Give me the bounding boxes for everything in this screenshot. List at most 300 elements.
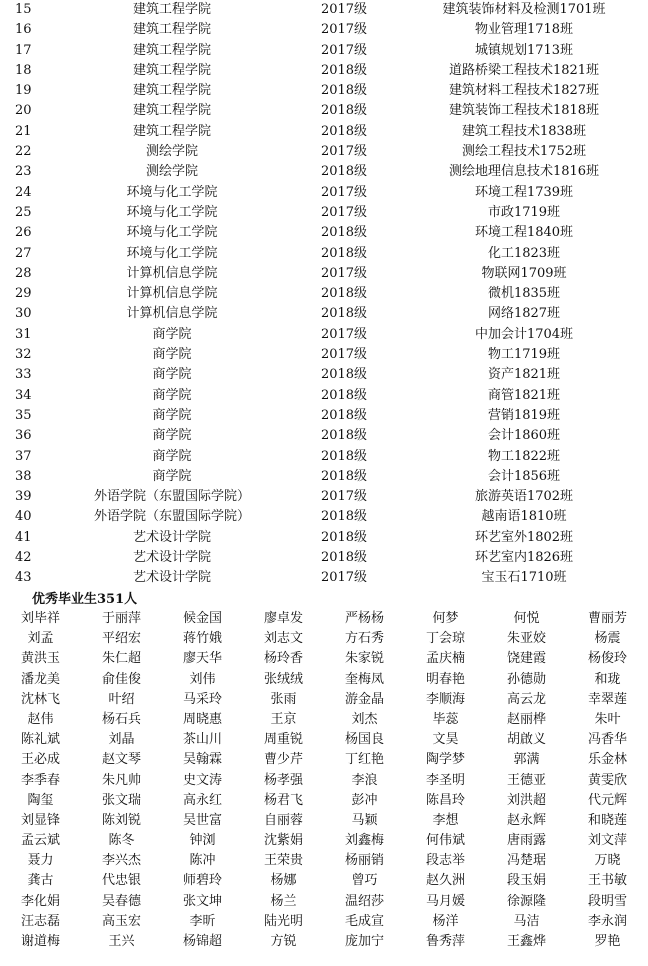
grade-year: 2017级 — [320, 326, 368, 342]
graduate-name: 孙德勋 — [506, 671, 546, 687]
graduate-name: 沈紫娟 — [263, 833, 303, 849]
graduate-name: 陈昌玲 — [425, 792, 465, 808]
row-number: 23 — [15, 164, 32, 180]
table-row — [0, 447, 648, 467]
class-name: 建筑工程技术1838班 — [461, 123, 587, 139]
graduate-name: 谢道梅 — [20, 934, 60, 949]
graduate-name: 钟浏 — [189, 833, 216, 849]
grade-year: 2017级 — [320, 204, 368, 220]
graduate-name: 吴世富 — [182, 812, 222, 828]
college-name: 环境与化工学院 — [126, 225, 218, 241]
class-name: 道路桥梁工程技术1821班 — [448, 62, 600, 78]
grade-year: 2018级 — [320, 286, 368, 302]
graduate-name: 和晓莲 — [587, 812, 627, 828]
table-row — [0, 142, 648, 162]
table-row — [0, 365, 648, 385]
graduate-name: 马月媛 — [425, 893, 465, 909]
graduate-name: 廖天华 — [182, 651, 222, 667]
class-name: 物业管理1718班 — [474, 22, 574, 38]
row-number: 40 — [15, 509, 32, 525]
graduate-name: 万晓 — [594, 853, 621, 869]
graduate-name: 朱仁超 — [101, 651, 141, 667]
row-number: 27 — [15, 245, 32, 261]
graduate-name: 李顺海 — [425, 691, 465, 707]
graduate-name: 赵永辉 — [506, 812, 546, 828]
graduate-name: 刘鑫梅 — [344, 833, 384, 849]
grade-year: 2017级 — [320, 265, 368, 281]
graduate-name: 蒋竹娥 — [182, 631, 222, 647]
graduate-name: 杨孝强 — [263, 772, 303, 788]
name-row — [0, 629, 648, 649]
row-number: 20 — [15, 103, 32, 119]
graduate-name: 赵丽桦 — [506, 711, 546, 727]
grade-year: 2017级 — [320, 570, 368, 586]
graduate-name: 黄雯欣 — [587, 772, 627, 788]
class-name: 环艺室外1802班 — [474, 529, 574, 545]
college-name: 商学院 — [152, 428, 192, 444]
table-row — [0, 507, 648, 527]
class-name: 物工1822班 — [487, 448, 561, 464]
graduate-name: 陶玺 — [27, 792, 54, 808]
graduate-name: 马颖 — [351, 812, 378, 828]
graduate-name: 刘杰 — [351, 711, 378, 727]
graduate-name: 于丽萍 — [101, 611, 141, 626]
class-name: 宝玉石1710班 — [481, 570, 567, 586]
graduate-name: 毛成宣 — [344, 913, 384, 929]
graduate-name: 朱凡帅 — [101, 772, 141, 788]
graduate-name: 朱家锐 — [344, 651, 384, 667]
graduate-name: 罗艳 — [594, 934, 621, 949]
table-row — [0, 61, 648, 81]
class-name: 微机1835班 — [487, 286, 561, 302]
graduate-name: 毕蕊 — [432, 711, 459, 727]
graduate-name: 曹丽芳 — [587, 611, 627, 626]
row-number: 19 — [15, 83, 32, 99]
table-row — [0, 487, 648, 507]
college-name: 商学院 — [152, 448, 192, 464]
graduate-name: 刘洪超 — [506, 792, 546, 808]
name-row — [0, 791, 648, 811]
table-row — [0, 284, 648, 304]
graduate-name: 庞加宁 — [344, 934, 384, 949]
class-name: 测绘地理信息技术1816班 — [448, 164, 600, 180]
graduate-name: 杨锦超 — [182, 934, 222, 949]
graduate-name: 方锐 — [270, 934, 297, 949]
graduate-name: 文昊 — [432, 732, 459, 748]
graduate-name: 刘晶 — [108, 732, 135, 748]
table-row — [0, 41, 648, 61]
graduate-name: 丁会琼 — [425, 631, 465, 647]
row-number: 32 — [15, 347, 32, 363]
graduate-name: 陶学梦 — [425, 752, 465, 768]
graduate-name: 孟庆楠 — [425, 651, 465, 667]
graduates-heading: 优秀毕业生351人 — [32, 592, 138, 607]
class-name: 商管1821班 — [487, 387, 561, 403]
graduate-name: 何伟斌 — [425, 833, 465, 849]
graduate-name: 陆光明 — [263, 913, 303, 929]
row-number: 28 — [15, 265, 32, 281]
graduate-name: 王德亚 — [506, 772, 546, 788]
graduate-name: 段明雪 — [587, 893, 627, 909]
college-name: 艺术设计学院 — [132, 550, 211, 566]
class-name: 市政1719班 — [487, 204, 561, 220]
name-row — [0, 670, 648, 690]
college-name: 建筑工程学院 — [132, 83, 211, 99]
class-name: 城镇规划1713班 — [474, 42, 574, 58]
class-name: 建筑装饰材料及检测1701班 — [442, 2, 606, 17]
graduate-name: 冯香华 — [587, 732, 627, 748]
college-name: 环境与化工学院 — [126, 184, 218, 200]
row-number: 41 — [15, 529, 32, 545]
table-row — [0, 223, 648, 243]
table-row — [0, 528, 648, 548]
graduate-name: 刘毕祥 — [20, 611, 60, 626]
graduate-name: 马采玲 — [182, 691, 222, 707]
graduate-name: 陈冲 — [189, 853, 216, 869]
graduate-name: 严杨杨 — [344, 611, 384, 626]
graduate-name: 赵文琴 — [101, 752, 141, 768]
graduate-name: 胡啟义 — [506, 732, 546, 748]
graduate-name: 刘显锋 — [20, 812, 60, 828]
graduate-name: 明春艳 — [425, 671, 465, 687]
row-number: 35 — [15, 407, 32, 423]
name-row — [0, 771, 648, 791]
table-row — [0, 386, 648, 406]
graduate-name: 段志举 — [425, 853, 465, 869]
college-name: 商学院 — [152, 326, 192, 342]
grade-year: 2018级 — [320, 62, 368, 78]
graduate-name: 段玉娟 — [506, 873, 546, 889]
table-row — [0, 325, 648, 345]
college-name: 商学院 — [152, 387, 192, 403]
row-number: 33 — [15, 367, 32, 383]
table-row — [0, 426, 648, 446]
table-row — [0, 122, 648, 142]
college-name: 建筑工程学院 — [132, 103, 211, 119]
graduate-name: 丁红艳 — [344, 752, 384, 768]
grade-year: 2018级 — [320, 529, 368, 545]
name-row — [0, 730, 648, 750]
class-name: 化工1823班 — [487, 245, 561, 261]
graduate-name: 王鑫烨 — [506, 934, 546, 949]
table-row — [0, 203, 648, 223]
graduates-name-grid — [0, 609, 648, 952]
graduate-name: 高玉宏 — [101, 913, 141, 929]
graduate-name: 幸翠莲 — [587, 691, 627, 707]
graduate-name: 周晓惠 — [182, 711, 222, 727]
grade-year: 2018级 — [320, 428, 368, 444]
grade-year: 2018级 — [320, 387, 368, 403]
class-name: 网络1827班 — [487, 306, 561, 322]
class-name: 会计1856班 — [487, 468, 561, 484]
graduate-name: 龚古 — [27, 873, 54, 889]
graduate-name: 陈刘锐 — [101, 812, 141, 828]
graduate-name: 饶建霞 — [506, 651, 546, 667]
graduate-name: 李圣明 — [425, 772, 465, 788]
graduate-name: 潘龙美 — [20, 671, 60, 687]
graduate-name: 奎梅凤 — [344, 671, 384, 687]
class-name: 物联网1709班 — [481, 265, 567, 281]
college-name: 建筑工程学院 — [132, 62, 211, 78]
grade-year: 2017级 — [320, 2, 368, 17]
college-name: 计算机信息学院 — [126, 286, 218, 302]
college-name: 商学院 — [152, 367, 192, 383]
table-row — [0, 467, 648, 487]
row-number: 21 — [15, 123, 32, 139]
graduate-name: 赵伟 — [27, 711, 54, 727]
class-name: 越南语1810班 — [481, 509, 567, 525]
graduate-name: 平绍宏 — [101, 631, 141, 647]
college-name: 环境与化工学院 — [126, 204, 218, 220]
class-name: 环境工程1840班 — [474, 225, 574, 241]
graduate-name: 吴春德 — [101, 893, 141, 909]
name-row — [0, 912, 648, 932]
graduate-name: 彭冲 — [351, 792, 378, 808]
name-row — [0, 932, 648, 952]
graduate-name: 杨石兵 — [101, 711, 141, 727]
table-row — [0, 264, 648, 284]
graduate-name: 李化娟 — [20, 893, 60, 909]
graduate-name: 刘文萍 — [587, 833, 627, 849]
grade-year: 2018级 — [320, 367, 368, 383]
graduate-name: 聂力 — [27, 853, 54, 869]
graduate-name: 王京 — [270, 711, 297, 727]
class-name: 中加会计1704班 — [474, 326, 574, 342]
grade-year: 2018级 — [320, 225, 368, 241]
table-row — [0, 162, 648, 182]
grade-year: 2017级 — [320, 144, 368, 160]
table-row — [0, 0, 648, 20]
graduate-name: 候金国 — [182, 611, 222, 626]
graduate-name: 郭满 — [513, 752, 540, 768]
graduate-name: 李兴杰 — [101, 853, 141, 869]
graduate-name: 汪志磊 — [20, 913, 60, 929]
graduate-name: 王必成 — [20, 752, 60, 768]
graduate-name: 游金晶 — [344, 691, 384, 707]
table-row — [0, 568, 648, 588]
row-number: 42 — [15, 550, 32, 566]
graduate-name: 温绍莎 — [344, 893, 384, 909]
name-row — [0, 811, 648, 831]
graduate-name: 黄洪玉 — [20, 651, 60, 667]
table-row — [0, 183, 648, 203]
graduate-name: 李想 — [432, 812, 459, 828]
graduate-name: 王荣贵 — [263, 853, 303, 869]
graduate-name: 鲁秀萍 — [425, 934, 465, 949]
row-number: 22 — [15, 144, 32, 160]
table-row — [0, 548, 648, 568]
class-name: 测绘工程技术1752班 — [461, 144, 587, 160]
graduate-name: 李永润 — [587, 913, 627, 929]
graduate-name: 曾巧 — [351, 873, 378, 889]
graduate-name: 杨君飞 — [263, 792, 303, 808]
graduate-name: 王兴 — [108, 934, 135, 949]
graduate-name: 朱叶 — [594, 711, 621, 727]
graduate-name: 方石秀 — [344, 631, 384, 647]
graduate-name: 赵久洲 — [425, 873, 465, 889]
graduate-name: 高云龙 — [506, 691, 546, 707]
row-number: 29 — [15, 286, 32, 302]
name-row — [0, 892, 648, 912]
graduate-name: 杨国良 — [344, 732, 384, 748]
row-number: 37 — [15, 448, 32, 464]
college-name: 商学院 — [152, 347, 192, 363]
grade-year: 2018级 — [320, 123, 368, 139]
graduate-name: 杨洋 — [432, 913, 459, 929]
grade-year: 2018级 — [320, 448, 368, 464]
graduate-name: 李昕 — [189, 913, 216, 929]
name-row — [0, 851, 648, 871]
college-name: 计算机信息学院 — [126, 265, 218, 281]
college-name: 建筑工程学院 — [132, 2, 211, 17]
class-name: 建筑装饰工程技术1818班 — [448, 103, 600, 119]
table-row — [0, 101, 648, 121]
name-row — [0, 831, 648, 851]
row-number: 34 — [15, 387, 32, 403]
graduate-name: 刘孟 — [27, 631, 54, 647]
row-number: 36 — [15, 428, 32, 444]
graduate-name: 唐雨露 — [506, 833, 546, 849]
name-row — [0, 690, 648, 710]
table-row — [0, 406, 648, 426]
college-name: 商学院 — [152, 407, 192, 423]
college-name: 艺术设计学院 — [132, 570, 211, 586]
graduate-name: 廖卓发 — [263, 611, 303, 626]
graduate-name: 李季春 — [20, 772, 60, 788]
table-row — [0, 304, 648, 324]
row-number: 17 — [15, 42, 32, 58]
grade-year: 2018级 — [320, 509, 368, 525]
college-name: 环境与化工学院 — [126, 245, 218, 261]
graduate-name: 曹少芹 — [263, 752, 303, 768]
class-name: 物工1719班 — [487, 347, 561, 363]
grade-year: 2017级 — [320, 22, 368, 38]
college-name: 测绘学院 — [145, 144, 198, 160]
name-row — [0, 609, 648, 629]
grade-year: 2017级 — [320, 42, 368, 58]
graduate-name: 乐金林 — [587, 752, 627, 768]
row-number: 39 — [15, 489, 32, 505]
graduate-name: 何悦 — [513, 611, 540, 626]
graduate-name: 陈冬 — [108, 833, 135, 849]
row-number: 18 — [15, 62, 32, 78]
row-number: 24 — [15, 184, 32, 200]
graduate-name: 杨震 — [594, 631, 621, 647]
row-number: 15 — [15, 2, 32, 17]
graduate-name: 吴翰霖 — [182, 752, 222, 768]
graduate-name: 杨俊玲 — [587, 651, 627, 667]
graduate-name: 王书敏 — [587, 873, 627, 889]
graduate-name: 张文瑞 — [101, 792, 141, 808]
grade-year: 2018级 — [320, 407, 368, 423]
row-number: 26 — [15, 225, 32, 241]
graduate-name: 和珑 — [594, 671, 621, 687]
row-number: 38 — [15, 468, 32, 484]
grade-year: 2018级 — [320, 245, 368, 261]
class-name: 环艺室内1826班 — [474, 550, 574, 566]
graduate-name: 俞佳俊 — [101, 671, 141, 687]
grade-year: 2017级 — [320, 347, 368, 363]
grade-year: 2018级 — [320, 550, 368, 566]
graduate-name: 师碧玲 — [182, 873, 222, 889]
row-number: 31 — [15, 326, 32, 342]
graduate-name: 刘志文 — [263, 631, 303, 647]
college-name: 计算机信息学院 — [126, 306, 218, 322]
class-name: 旅游英语1702班 — [474, 489, 574, 505]
graduate-name: 张绒绒 — [263, 671, 303, 687]
row-number: 30 — [15, 306, 32, 322]
graduate-name: 张文坤 — [182, 893, 222, 909]
graduate-name: 张雨 — [270, 691, 297, 707]
grade-year: 2018级 — [320, 306, 368, 322]
grade-year: 2017级 — [320, 489, 368, 505]
college-name: 艺术设计学院 — [132, 529, 211, 545]
grade-year: 2018级 — [320, 164, 368, 180]
college-name: 建筑工程学院 — [132, 22, 211, 38]
graduate-name: 代忠银 — [101, 873, 141, 889]
graduate-name: 徐源隆 — [506, 893, 546, 909]
graduate-name: 杨丽销 — [344, 853, 384, 869]
class-name: 资产1821班 — [487, 367, 561, 383]
graduate-name: 叶绍 — [108, 691, 135, 707]
college-name: 外语学院（东盟国际学院） — [93, 489, 250, 505]
college-name: 测绘学院 — [145, 164, 198, 180]
table-row — [0, 345, 648, 365]
grade-year: 2018级 — [320, 83, 368, 99]
graduate-name: 马洁 — [513, 913, 540, 929]
college-name: 外语学院（东盟国际学院） — [93, 509, 250, 525]
table-row — [0, 244, 648, 264]
graduate-name: 杨娜 — [270, 873, 297, 889]
graduate-name: 高永红 — [182, 792, 222, 808]
college-name: 建筑工程学院 — [132, 123, 211, 139]
graduate-name: 自丽蓉 — [263, 812, 303, 828]
college-name: 建筑工程学院 — [132, 42, 211, 58]
table-row — [0, 81, 648, 101]
college-name: 商学院 — [152, 468, 192, 484]
name-row — [0, 710, 648, 730]
graduate-name: 史文涛 — [182, 772, 222, 788]
name-row — [0, 649, 648, 669]
name-row — [0, 871, 648, 891]
row-number: 25 — [15, 204, 32, 220]
graduate-name: 冯楚琚 — [506, 853, 546, 869]
graduate-name: 代元辉 — [587, 792, 627, 808]
graduate-name: 何梦 — [432, 611, 459, 626]
graduate-name: 朱亚姣 — [506, 631, 546, 647]
graduate-name: 刘伟 — [189, 671, 216, 687]
name-row — [0, 750, 648, 770]
grade-year: 2017级 — [320, 184, 368, 200]
graduate-name: 杨玲香 — [263, 651, 303, 667]
grade-year: 2018级 — [320, 468, 368, 484]
graduate-name: 沈林飞 — [20, 691, 60, 707]
grade-year: 2018级 — [320, 103, 368, 119]
graduate-name: 李浪 — [351, 772, 378, 788]
class-name: 建筑材料工程技术1827班 — [448, 83, 600, 99]
table-row — [0, 20, 648, 40]
class-name: 环境工程1739班 — [474, 184, 574, 200]
class-name: 营销1819班 — [487, 407, 561, 423]
class-name: 会计1860班 — [487, 428, 561, 444]
graduate-name: 杨兰 — [270, 893, 297, 909]
row-number: 16 — [15, 22, 32, 38]
graduate-name: 茶山川 — [182, 732, 222, 748]
graduate-name: 孟云斌 — [20, 833, 60, 849]
row-number: 43 — [15, 570, 32, 586]
graduate-name: 周重锐 — [263, 732, 303, 748]
graduate-name: 陈礼斌 — [20, 732, 60, 748]
